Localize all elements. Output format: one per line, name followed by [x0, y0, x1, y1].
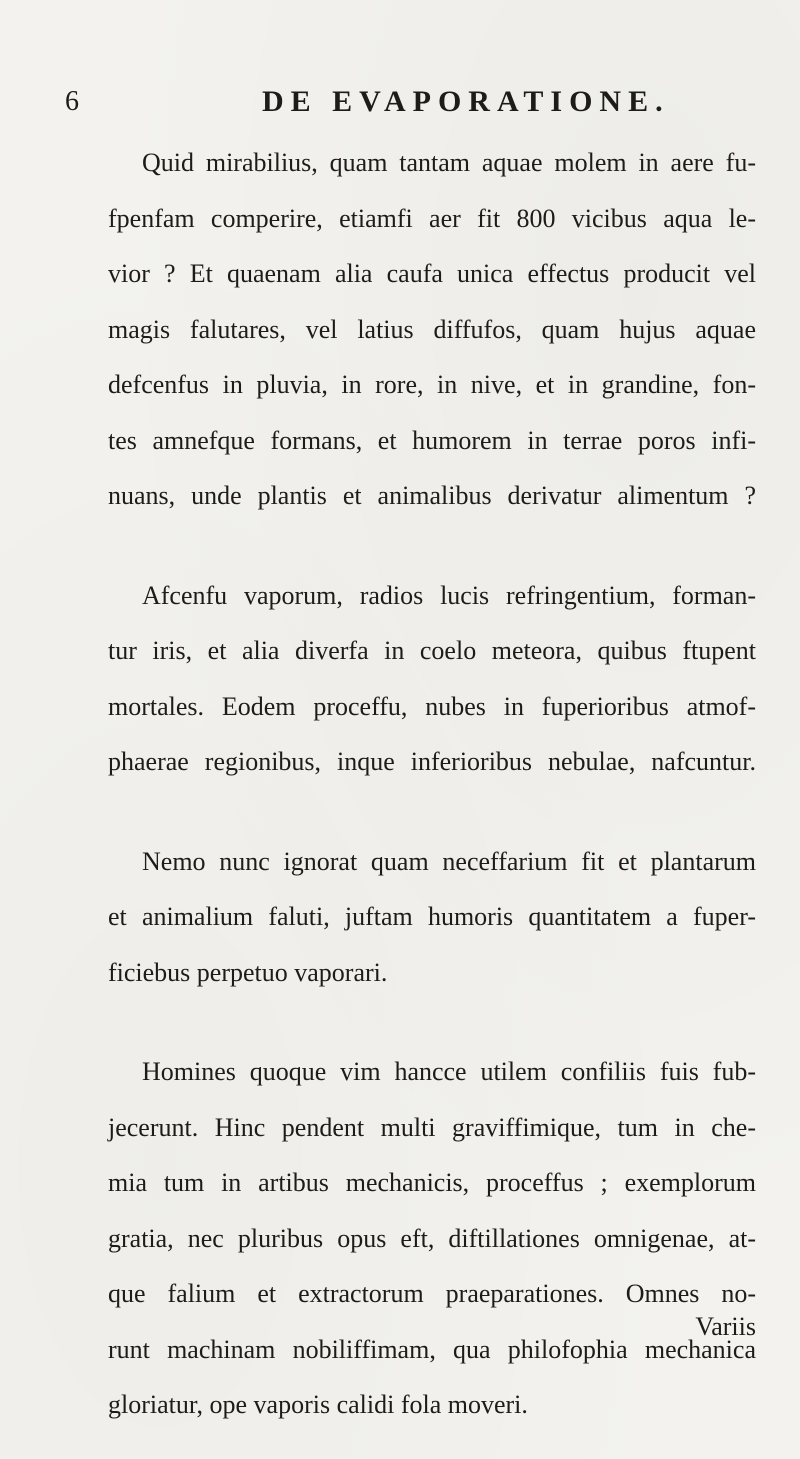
text-line: Homines quoque vim hancce utilem confiliis fuis fub- [142, 1057, 756, 1086]
text-line: gloriatur, ope vaporis calidi fola moveri. [108, 1390, 528, 1419]
text-line: runt machinam nobiliffimam, qua philofophia mechanica [108, 1334, 756, 1364]
text-line: nuans, unde plantis et animalibus derivatur alimentum ? [108, 481, 756, 510]
text-line: phaerae regionibus, inque inferioribus nebulae, nafcuntur. [108, 747, 756, 776]
text-line: tes amnefque formans, et humorem in terrae poros infi- [108, 425, 756, 455]
paragraph-gap [108, 524, 756, 568]
paragraph-gap [108, 1000, 756, 1044]
text-line: vior ? Et quaenam alia caufa unica effectus producit vel [108, 259, 756, 288]
running-title: DE EVAPORATIONE. [262, 85, 670, 118]
text-line: Afcenfu vaporum, radios lucis refringentium, forman- [142, 580, 756, 610]
text-line: gratia, nec pluribus opus eft, diftillationes omnigenae, at- [108, 1223, 756, 1253]
text-line: mortales. Eodem proceffu, nubes in fuperioribus atmof- [108, 691, 756, 721]
page-number: 6 [65, 86, 79, 117]
text-line: que falium et extractorum praeparationes. Omnes no- [108, 1279, 756, 1308]
text-line: tur iris, et alia diverfa in coelo meteora, quibus ftupent [108, 636, 756, 665]
paragraph-1 [108, 135, 756, 524]
paragraph-gap [108, 790, 756, 834]
text-line: fpenfam comperire, etiamfi aer fit 800 vicibus aqua le- [108, 203, 756, 233]
text-line: et animalium faluti, juftam humoris quantitatem a fuper- [108, 902, 756, 931]
paragraph-3 [108, 834, 756, 1001]
catchword: Variis [695, 1312, 756, 1341]
text-line: ficiebus perpetuo vaporari. [108, 957, 388, 987]
text-line: mia tum in artibus mechanicis, proceffus ; exemplorum [108, 1168, 756, 1197]
text-line: magis falutares, vel latius diffufos, quam hujus aquae [108, 314, 756, 344]
text-line: jecerunt. Hinc pendent multi graviffimique, tum in che- [108, 1112, 756, 1142]
body-text [108, 135, 756, 1433]
text-line: defcenfus in pluvia, in rore, in nive, et in grandine, fon- [108, 370, 756, 399]
text-line: Quid mirabilius, quam tantam aquae molem in aere fu- [142, 148, 756, 177]
text-line: Nemo nunc ignorat quam neceffarium fit et plantarum [142, 846, 756, 876]
paragraph-4 [108, 1044, 756, 1433]
paragraph-2 [108, 568, 756, 790]
page-header [0, 82, 800, 122]
